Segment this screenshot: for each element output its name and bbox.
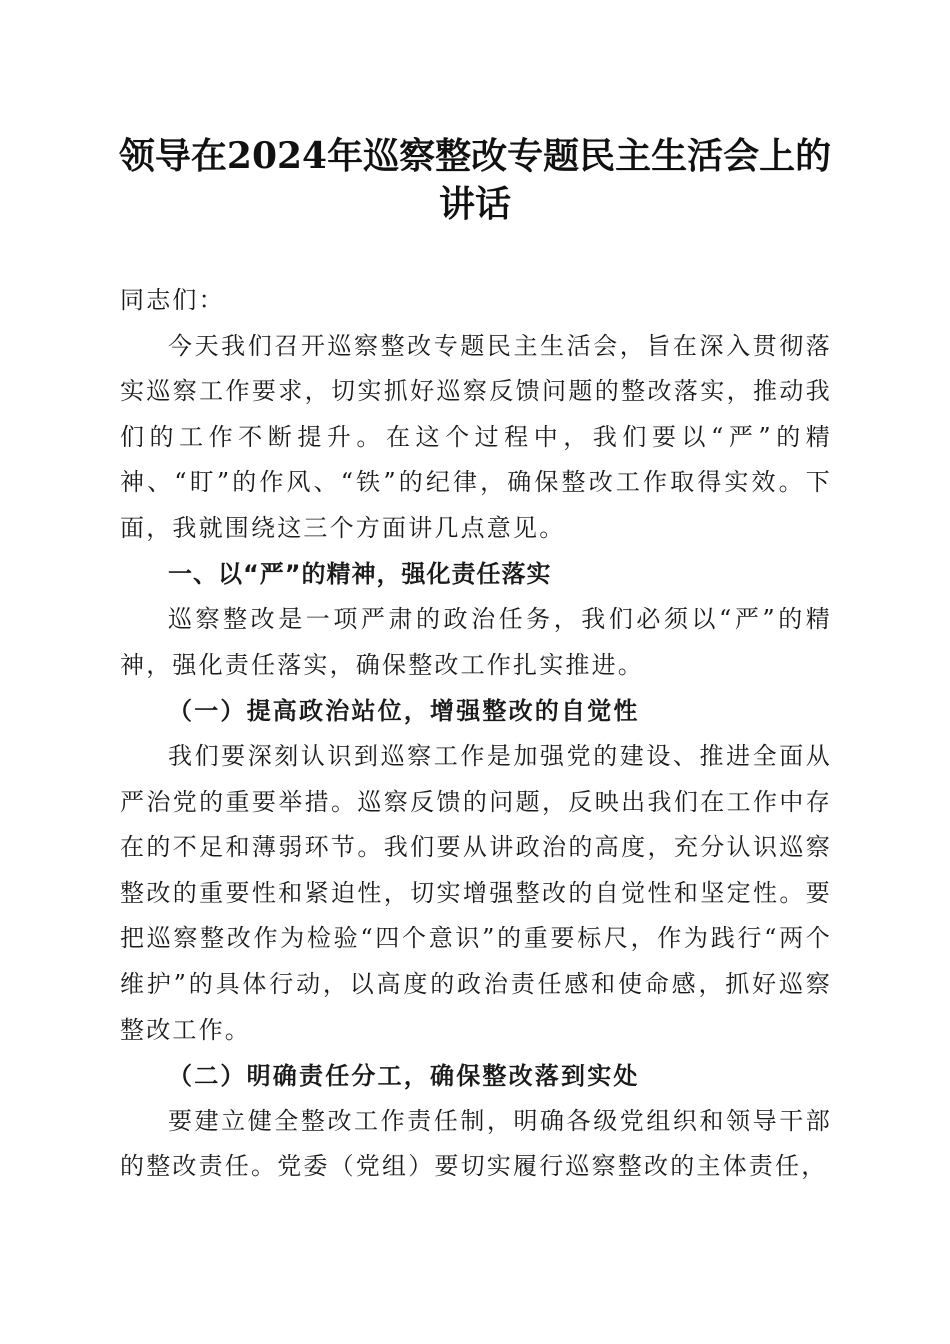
document-body bbox=[120, 278, 832, 1190]
subsection-2-heading: （二）明确责任分工，确保整改落到实处 bbox=[168, 1061, 640, 1091]
salutation: 同志们： bbox=[120, 286, 225, 314]
intro-paragraph: 今天我们召开巡察整改专题民主生活会，旨在深入贯彻落实巡察工作要求，切实抓好巡察反馈问题的整改落实，推动我们的工作不断提升。在这个过程中，我们要以“严”的精神、“盯”的作风、“铁”的纪律，确保整改工作取得实效。下面，我就围绕这三个方面讲几点意见。 bbox=[120, 331, 832, 542]
subsection-2-paragraph: 要建立健全整改工作责任制，明确各级党组织和领导干部的整改责任。党委（党组）要切实履行巡察整改的主体责任， bbox=[120, 1106, 832, 1181]
document-title bbox=[110, 132, 840, 228]
title-line-1: 领导在2024年巡察整改专题民主生活会上的 bbox=[118, 135, 832, 177]
section-1-intro-paragraph: 巡察整改是一项严肃的政治任务，我们必须以“严”的精神，强化责任落实，确保整改工作扎实推进。 bbox=[120, 605, 832, 679]
title-line-2: 讲话 bbox=[438, 183, 511, 225]
subsection-1-paragraph: 我们要深刻认识到巡察工作是加强党的建设、推进全面从严治党的重要举措。巡察反馈的问题，反映出我们在工作中存在的不足和薄弱环节。我们要从讲政治的高度，充分认识巡察整改的重要性和紧迫性，切实增强整改的自觉性和坚定性。要把巡察整改作为检验“四个意识”的重要标尺，作为践行“两个维护”的具体行动，以高度的政治责任感和使命感，抓好巡察整改工作。 bbox=[120, 741, 832, 1044]
subsection-1-heading: （一）提高政治站位，增强整改的自觉性 bbox=[168, 696, 640, 726]
section-1-heading: 一、以“严”的精神，强化责任落实 bbox=[168, 559, 552, 588]
